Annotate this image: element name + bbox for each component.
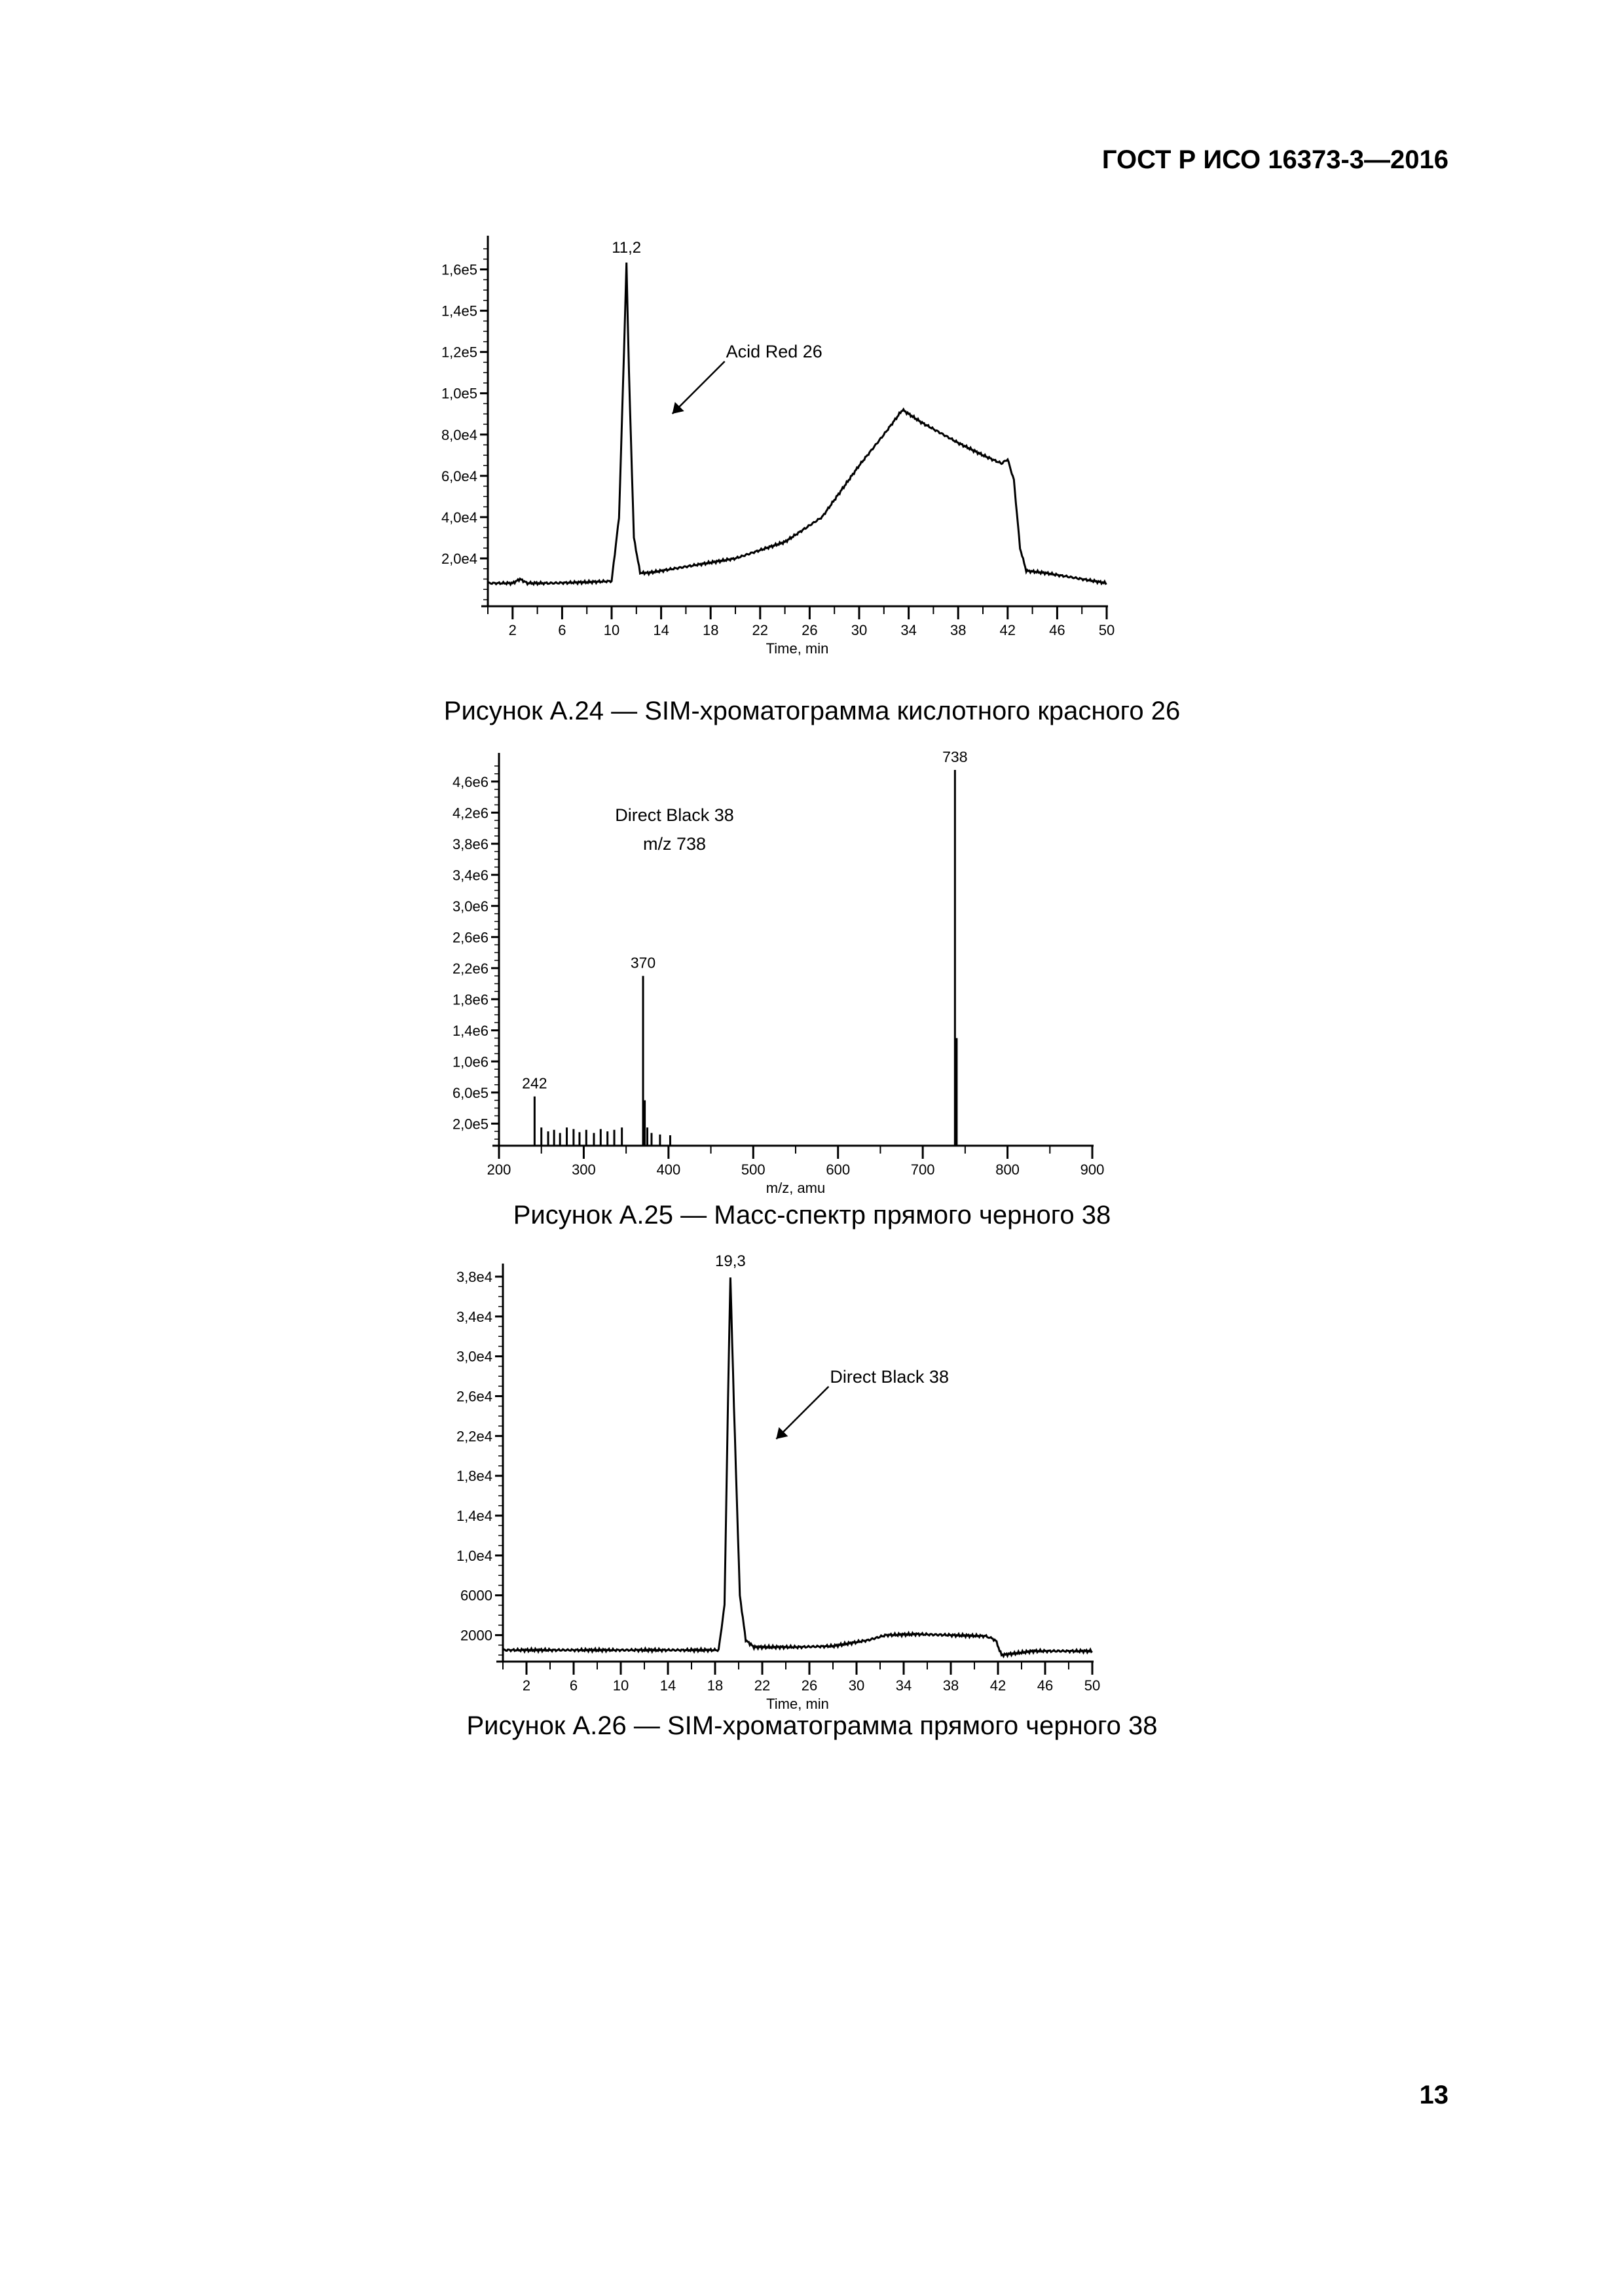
- figure-caption-a24: Рисунок А.24 — SIM-хроматограмма кислотного красного 26: [443, 697, 1181, 725]
- x-tick-label: 700: [910, 1161, 935, 1178]
- y-tick-label: 1,4e6: [452, 1022, 489, 1039]
- y-tick-label: 2000: [460, 1627, 492, 1644]
- x-tick-label: 22: [754, 1677, 771, 1694]
- series-line: [503, 1277, 1092, 1656]
- y-tick-label: 4,0e4: [441, 509, 477, 526]
- y-tick-label: 8,0e4: [441, 426, 477, 443]
- x-tick-label: 46: [1049, 622, 1065, 638]
- y-tick-label: 3,0e4: [456, 1348, 492, 1365]
- y-tick-label: 3,4e6: [452, 867, 489, 884]
- y-tick-label: 6,0e4: [441, 467, 477, 484]
- x-tick-label: 10: [612, 1677, 629, 1694]
- y-tick-label: 3,4e4: [456, 1308, 492, 1325]
- mass-spectrum-direct-black-38: [0, 740, 1624, 1198]
- x-tick-label: 22: [752, 622, 769, 638]
- x-tick-label: 300: [572, 1161, 596, 1178]
- x-tick-label: 26: [802, 622, 818, 638]
- y-tick-label: 1,6e5: [441, 261, 477, 278]
- x-tick-label: 200: [487, 1161, 511, 1178]
- y-tick-label: 3,0e6: [452, 898, 489, 915]
- chromatogram-direct-black-38: [0, 1250, 1624, 1735]
- y-tick-label: 1,0e4: [456, 1547, 492, 1564]
- y-tick-label: 1,4e5: [441, 302, 477, 319]
- y-tick-label: 2,0e5: [452, 1116, 489, 1133]
- series-line: [488, 263, 1107, 585]
- annotation-arrow-line: [776, 1387, 828, 1439]
- x-tick-label: 34: [900, 622, 917, 638]
- x-tick-label: 38: [942, 1677, 959, 1694]
- x-tick-label: 46: [1037, 1677, 1054, 1694]
- y-tick-label: 1,0e5: [441, 385, 477, 402]
- spectrum-peak-label: 242: [522, 1074, 547, 1092]
- annotation-text: Direct Black 38: [830, 1366, 949, 1387]
- page-number: 13: [1419, 2081, 1449, 2109]
- spectrum-peak-label: 738: [942, 748, 968, 765]
- y-tick-label: 2,6e6: [452, 929, 489, 946]
- annotation-text: Acid Red 26: [726, 341, 822, 361]
- y-tick-label: 1,8e6: [452, 991, 489, 1008]
- y-tick-label: 1,8e4: [456, 1468, 492, 1485]
- y-tick-label: 3,8e4: [456, 1269, 492, 1285]
- y-tick-label: 6,0e5: [452, 1084, 489, 1101]
- annotation-arrow-line: [673, 361, 725, 414]
- x-tick-label: 14: [659, 1677, 676, 1694]
- y-tick-label: 2,6e4: [456, 1388, 492, 1405]
- x-axis-label: Time, min: [766, 1696, 829, 1712]
- x-tick-label: 10: [603, 622, 620, 638]
- y-tick-label: 3,8e6: [452, 835, 489, 852]
- spectrum-peak-label: 370: [630, 954, 656, 972]
- x-tick-label: 18: [702, 622, 719, 638]
- x-tick-label: 600: [826, 1161, 851, 1178]
- y-tick-label: 1,2e5: [441, 344, 477, 361]
- chromatogram-acid-red-26: [0, 223, 1624, 681]
- x-tick-label: 2: [522, 1677, 531, 1694]
- figure-caption-a25: Рисунок А.25 — Масс-спектр прямого черного 38: [513, 1201, 1111, 1230]
- x-tick-label: 6: [558, 622, 566, 638]
- y-tick-label: 6000: [460, 1587, 492, 1604]
- x-tick-label: 2: [508, 622, 517, 638]
- document-header: ГОСТ Р ИСО 16373-3—2016: [1101, 145, 1449, 174]
- x-tick-label: 400: [656, 1161, 681, 1178]
- y-tick-label: 2,2e4: [456, 1428, 492, 1445]
- y-tick-label: 4,2e6: [452, 805, 489, 822]
- x-tick-label: 18: [707, 1677, 724, 1694]
- annotation-text: m/z 738: [642, 834, 707, 854]
- x-tick-label: 800: [995, 1161, 1020, 1178]
- x-tick-label: 14: [653, 622, 669, 638]
- y-tick-label: 2,0e4: [441, 550, 477, 567]
- x-tick-label: 50: [1084, 1677, 1101, 1694]
- annotation-text: Direct Black 38: [615, 805, 734, 825]
- x-tick-label: 26: [801, 1677, 818, 1694]
- x-tick-label: 42: [989, 1677, 1006, 1694]
- x-tick-label: 6: [569, 1677, 578, 1694]
- x-tick-label: 30: [851, 622, 868, 638]
- y-tick-label: 4,6e6: [452, 773, 489, 790]
- x-tick-label: 900: [1080, 1161, 1105, 1178]
- x-axis-label: m/z, amu: [766, 1180, 826, 1196]
- x-tick-label: 500: [741, 1161, 766, 1178]
- x-tick-label: 34: [895, 1677, 912, 1694]
- x-tick-label: 30: [848, 1677, 865, 1694]
- figure-caption-a26: Рисунок А.26 — SIM-хроматограмма прямого черного 38: [466, 1711, 1158, 1740]
- x-tick-label: 42: [999, 622, 1016, 638]
- peak-label: 11,2: [612, 239, 642, 257]
- y-tick-label: 1,4e4: [456, 1508, 492, 1525]
- x-axis-label: Time, min: [766, 640, 829, 657]
- y-tick-label: 1,0e6: [452, 1053, 489, 1070]
- y-tick-label: 2,2e6: [452, 960, 489, 977]
- x-tick-label: 38: [950, 622, 967, 638]
- x-tick-label: 50: [1098, 622, 1115, 638]
- peak-label: 19,3: [715, 1252, 746, 1270]
